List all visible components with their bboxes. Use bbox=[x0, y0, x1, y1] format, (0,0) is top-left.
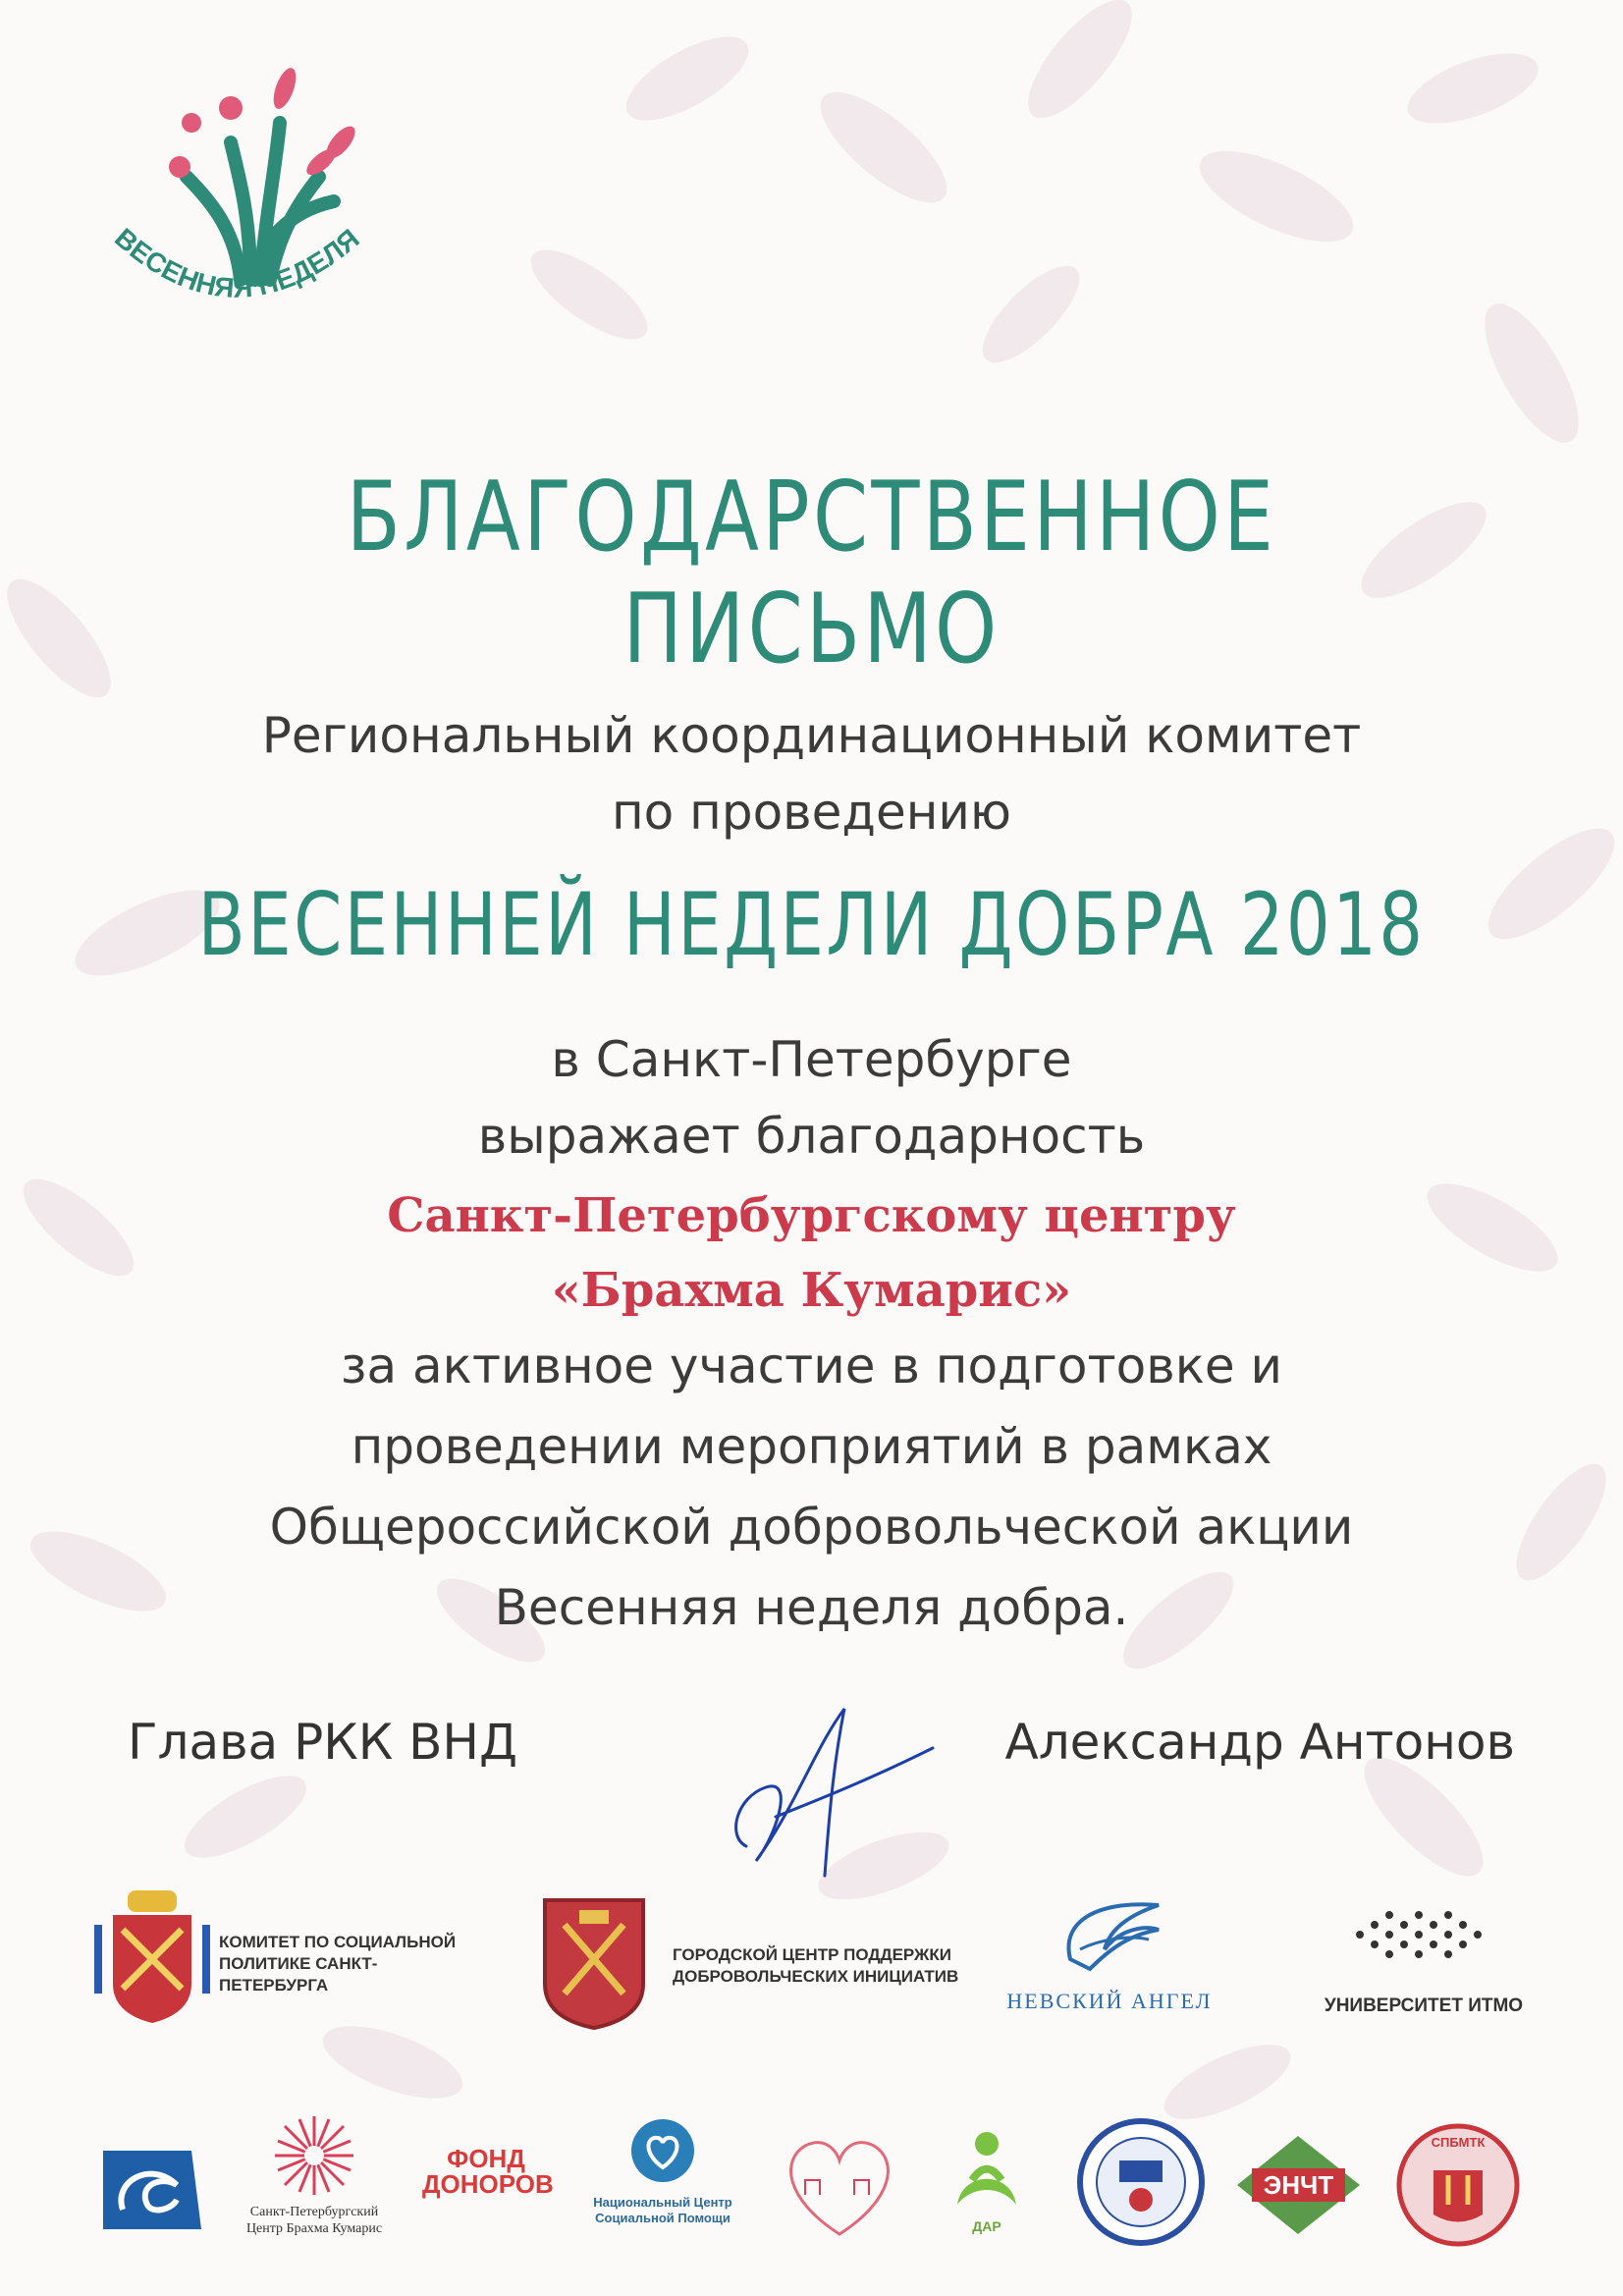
recipient-name bbox=[0, 1178, 1623, 1328]
logo-text-line: ДОНОРОВ bbox=[422, 2169, 554, 2199]
coat-of-arms-icon bbox=[93, 1881, 211, 2028]
brahma-kumaris-logo bbox=[236, 2111, 393, 2237]
reason-line: за активное участие в подготовке и bbox=[340, 1338, 1283, 1394]
green-figure-icon bbox=[943, 2126, 1031, 2214]
spbmtk-logo bbox=[1394, 2121, 1522, 2249]
angel-wing-icon bbox=[1051, 1890, 1168, 1979]
heart-drawing-icon bbox=[776, 2126, 903, 2244]
location-line: в Санкт-Петербурге bbox=[551, 1031, 1072, 1088]
partner-volunteer-center bbox=[540, 1895, 959, 2037]
letter-title: БЛАГОДАРСТВЕННОЕ ПИСЬМО bbox=[346, 462, 1277, 685]
partner-nevsky-angel bbox=[982, 1890, 1237, 2014]
logo-text-line: ФОНД bbox=[447, 2144, 525, 2173]
enct-logo bbox=[1232, 2131, 1365, 2239]
partner-text-line: УНИВЕРСИТЕТ ИТМО bbox=[1324, 1995, 1524, 2016]
reason-text bbox=[0, 1326, 1623, 1648]
logo-caption: ВЕСЕННЯЯ НЕДЕЛЯ bbox=[109, 222, 365, 303]
issuer-text bbox=[0, 697, 1623, 850]
logo-text-line: ДАР bbox=[972, 2218, 1001, 2234]
recipient-line: «Брахма Кумарис» bbox=[551, 1263, 1072, 1318]
location-text bbox=[0, 1021, 1623, 1175]
logo-text-line: Санкт-Петербургский bbox=[249, 2205, 379, 2219]
logo-text-line: Национальный Центр bbox=[593, 2195, 732, 2210]
location-line: выражает благодарность bbox=[477, 1108, 1146, 1165]
sun-logo-icon bbox=[270, 2111, 358, 2200]
sponsor-logos-row bbox=[0, 2111, 1623, 2288]
recipient-line: Санкт-Петербургскому центру bbox=[387, 1188, 1236, 1243]
dots-icon bbox=[1350, 1905, 1497, 1964]
event-logo bbox=[93, 44, 417, 368]
flower-logo-icon bbox=[93, 44, 417, 368]
logo-text-line: Центр Брахма Кумарис bbox=[245, 2221, 383, 2236]
signatory-position: Глава РКК ВНД bbox=[128, 1714, 518, 1771]
city-shield-icon bbox=[540, 1895, 648, 2033]
partner-text-line: ДОБРОВОЛЬЧЕСКИХ ИНИЦИАТИВ bbox=[673, 1967, 959, 1986]
reason-line: Общероссийской добровольческой акции bbox=[269, 1499, 1354, 1556]
heart-circle-icon bbox=[628, 2116, 697, 2185]
round-badge-icon bbox=[1075, 2116, 1208, 2249]
handwritten-signature bbox=[707, 1689, 943, 1886]
partner-itmo bbox=[1306, 1905, 1542, 2017]
partner-text-line: НЕВСКИЙ АНГЕЛ bbox=[1006, 1989, 1213, 2013]
partner-text-line: ГОРОДСКОЙ ЦЕНТР ПОДДЕРЖКИ bbox=[673, 1945, 952, 1964]
partner-text-line: ПОЛИТИКЕ САНКТ-ПЕТЕРБУРГА bbox=[219, 1954, 378, 1995]
social-help-center-logo bbox=[579, 2116, 746, 2226]
logo-text-line: ЭНЧТ bbox=[1263, 2170, 1334, 2200]
dar-logo bbox=[938, 2126, 1036, 2234]
partner-social-committee bbox=[93, 1881, 457, 2032]
event-name: ВЕСЕННЕЙ НЕДЕЛИ ДОБРА 2018 bbox=[197, 874, 1426, 975]
donor-fund-logo bbox=[422, 2144, 554, 2199]
logo-text-line: СПБМТК bbox=[1431, 2135, 1486, 2150]
partner-text-line: КОМИТЕТ ПО СОЦИАЛЬНОЙ bbox=[219, 1933, 457, 1951]
wave-logo-icon bbox=[93, 2131, 211, 2239]
issuer-line: по проведению bbox=[611, 784, 1012, 841]
issuer-line: Региональный координационный комитет bbox=[261, 707, 1362, 764]
reason-line: Весенняя неделя добра. bbox=[494, 1579, 1129, 1636]
logo-text-line: Социальной Помощи bbox=[595, 2211, 730, 2225]
signatory-name: Александр Антонов bbox=[1004, 1714, 1515, 1771]
reason-line: проведении мероприятий в рамках bbox=[351, 1418, 1272, 1475]
